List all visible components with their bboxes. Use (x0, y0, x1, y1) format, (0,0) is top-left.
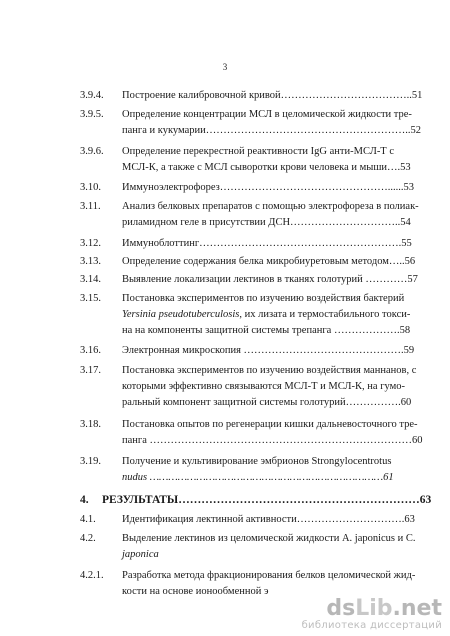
toc-entry-number: 4.1. (80, 514, 96, 525)
toc-entry (80, 291, 420, 339)
toc-entry-line: Идентификация лектинной активности………………………….63 (122, 514, 415, 525)
toc-entry-number: 3.15. (80, 293, 101, 304)
toc-entry-number: 3.17. (80, 365, 101, 376)
toc-entry-line: РЕЗУЛЬТАТЫ………………………………………………………63 (102, 494, 432, 506)
toc-entry (80, 272, 420, 288)
toc-entry (80, 144, 420, 176)
toc-entry-line: Yersinia pseudotuberculosis, их лизата и термостабильного токси- (122, 309, 411, 320)
toc-entry-number: 3.14. (80, 274, 101, 285)
toc-entry (80, 454, 420, 486)
toc-entry-line: Построение калибровочной кривой………………………………..51 (122, 90, 423, 101)
toc-entry (80, 199, 420, 231)
toc-entry-number: 3.12. (80, 238, 101, 249)
toc-entry-number: 3.9.6. (80, 146, 104, 157)
toc-entry-number: 3.16. (80, 345, 101, 356)
toc-entry-line: которыми эффективно связываются МСЛ-Т и МСЛ-К, на гумо- (122, 381, 406, 392)
toc-entry-line: Выявление локализации лектинов в тканях голотурий …………57 (122, 274, 418, 285)
toc-entry-line: Определение содержания белка микробиуретовым методом…..56 (122, 256, 416, 267)
toc-entry-number: 3.9.4. (80, 90, 104, 101)
toc-entry (80, 417, 423, 449)
toc-entry (80, 512, 420, 528)
toc-entry-line: ральный компонент защитной системы голотурий…………….60 (122, 397, 412, 408)
toc-entry-line: Постановка экспериментов по изучению воздействия маннанов, с (122, 365, 417, 376)
toc-entry (80, 107, 420, 139)
toc-entry-line: Электронная микроскопия ……………………………………….59 (122, 345, 415, 356)
page-number: 3 (222, 62, 228, 72)
toc-entry-number: 4. (80, 494, 89, 506)
toc-entry (80, 88, 423, 104)
toc-entry-number: 3.11. (80, 201, 101, 212)
toc-entry (80, 531, 420, 563)
toc-entry-line: japonica (122, 549, 159, 560)
toc-entry-line: риламидном геле в присутствии ДСН…………………………..54 (122, 217, 411, 228)
toc-entry-line: Разработка метода фракционирования белков целомической жид- (122, 570, 416, 581)
toc-entry-line: панга …………………………………………………………………60 (122, 435, 423, 446)
watermark-subtitle: библиотека диссертаций (301, 620, 442, 631)
toc-entry-number: 4.2.1. (80, 570, 104, 581)
toc-entry-number: 3.18. (80, 419, 101, 430)
toc-entry-number: 3.19. (80, 456, 101, 467)
toc-entry-line: Постановка опытов по регенерации кишки дальневосточного тре- (122, 419, 418, 430)
toc-entry-line: на на компоненты защитной системы трепанга ……………….58 (122, 325, 411, 336)
toc-entry (80, 236, 420, 252)
toc-entry-number: 3.13. (80, 256, 101, 267)
toc-entry-line: кости на основе ионообменной э (122, 586, 269, 597)
toc-entry-line: Постановка экспериментов по изучению воздействия бактерий (122, 293, 405, 304)
toc-entry-line: панга и кукумарии…………………………………………………..52 (122, 125, 421, 136)
toc-entry (80, 254, 420, 270)
toc-section-heading (80, 492, 432, 508)
toc-entry-line: Определение концентрации МСЛ в целомической жидкости тре- (122, 109, 412, 120)
toc-entry-line: nudus …………………………………………………………………61 (122, 472, 394, 483)
toc-entry-line: Иммуноблоттинг………………………………………………….55 (122, 238, 412, 249)
toc-entry-line: Иммуноэлектрофорез…………………………………………......53 (122, 182, 415, 193)
toc-entry-number: 3.10. (80, 182, 101, 193)
toc-entry (80, 180, 420, 196)
toc-entry-number: 4.2. (80, 533, 96, 544)
toc-entry-line: Анализ белковых препаратов с помощью электрофореза в полиак- (122, 201, 419, 212)
toc-entry (80, 363, 420, 411)
toc-entry-line: Выделение лектинов из целомической жидкости A. japonicus и C. (122, 533, 416, 544)
toc-entry-line: Определение перекрестной реактивности IgG анти-МСЛ-Т с (122, 146, 395, 157)
toc-entry-line: Получение и культивирование эмбрионов Strongylocentrotus (122, 456, 392, 467)
toc-entry-number: 3.9.5. (80, 109, 104, 120)
watermark-logo: dsLib.net (326, 596, 442, 621)
toc-entry-line: МСЛ-К, а также с МСЛ сыворотки крови человека и мыши….53 (122, 162, 411, 173)
watermark (302, 598, 442, 631)
toc-entry (80, 343, 420, 359)
